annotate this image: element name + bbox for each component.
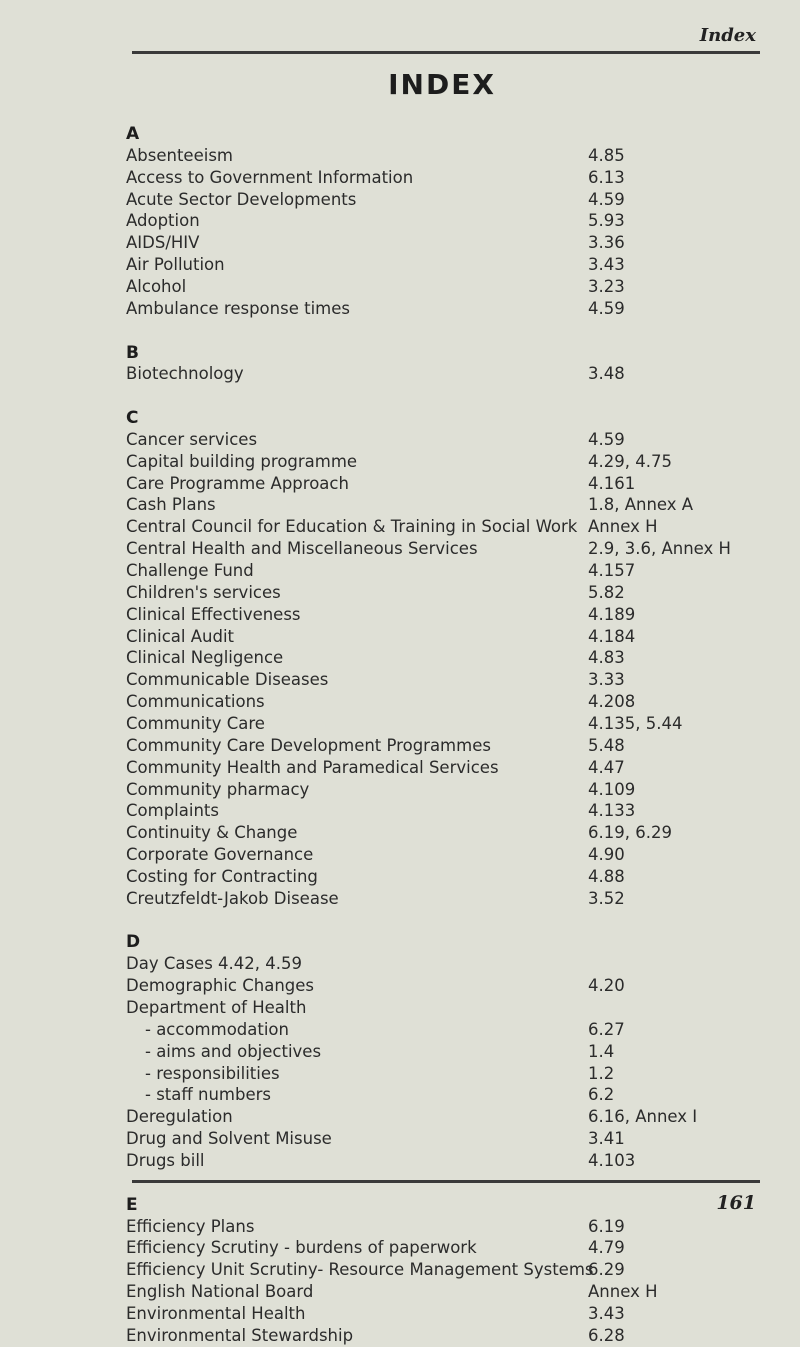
entry-reference: 3.48 xyxy=(588,364,625,384)
index-entry xyxy=(0,473,800,495)
entry-term: Clinical Effectiveness xyxy=(126,604,301,624)
entry-reference: 6.19 xyxy=(588,1216,625,1236)
index-entry xyxy=(0,1041,800,1063)
entry-reference: 3.36 xyxy=(588,233,625,253)
index-entry xyxy=(0,1063,800,1085)
entry-reference: 2.9, 3.6, Annex H xyxy=(588,539,731,559)
index-entry xyxy=(0,167,800,189)
index-entry xyxy=(0,560,800,582)
entry-reference: 4.88 xyxy=(588,866,625,886)
entry-reference: 4.157 xyxy=(588,561,636,580)
index-entry xyxy=(0,647,800,669)
entry-term: Deregulation xyxy=(126,1107,233,1127)
entry-reference: 5.48 xyxy=(588,735,625,755)
index-entry xyxy=(0,1237,800,1259)
entry-reference: 3.33 xyxy=(588,670,625,690)
index-entry xyxy=(0,232,800,254)
index-entry xyxy=(0,276,800,298)
entry-term: Biotechnology xyxy=(126,364,244,384)
index-entry xyxy=(0,189,800,211)
index-entry xyxy=(0,494,800,516)
index-entry xyxy=(0,844,800,866)
entry-reference: 3.43 xyxy=(588,255,625,275)
index-entry xyxy=(0,1084,800,1106)
index-entry xyxy=(0,1150,800,1172)
index-entry xyxy=(0,713,800,735)
entry-reference: 6.27 xyxy=(588,1019,625,1039)
entry-term: Capital building programme xyxy=(126,451,358,471)
entry-reference: 3.52 xyxy=(588,888,625,908)
entry-term: Children's services xyxy=(126,582,281,602)
index-entry xyxy=(0,1019,800,1041)
entry-reference: 4.189 xyxy=(588,604,636,624)
entry-term: Creutzfeldt-Jakob Disease xyxy=(126,888,339,908)
entry-term: Acute Sector Developments xyxy=(126,189,357,209)
entry-term: Community Health and Paramedical Services xyxy=(126,757,499,777)
entry-reference: 4.79 xyxy=(588,1238,625,1258)
index-entry xyxy=(0,429,800,451)
entry-term: Central Health and Miscellaneous Services xyxy=(126,539,478,559)
section-letter-row xyxy=(0,407,800,429)
entry-term: Ambulance response times xyxy=(126,298,350,318)
entry-reference: Annex H xyxy=(588,517,658,537)
index-entry xyxy=(0,800,800,822)
entry-reference: 5.82 xyxy=(588,582,625,602)
entry-term: Absenteeism xyxy=(126,145,233,165)
index-entry xyxy=(0,997,800,1019)
index-entry xyxy=(0,1128,800,1150)
section-letter: D xyxy=(126,932,141,953)
entry-term: Community pharmacy xyxy=(126,779,310,799)
entry-term: Department of Health xyxy=(126,998,307,1017)
index-entry xyxy=(0,254,800,276)
entry-reference: 3.23 xyxy=(588,276,625,296)
index-entry xyxy=(0,145,800,167)
entry-term: Corporate Governance xyxy=(126,845,314,865)
index-entry xyxy=(0,1325,800,1347)
index-entry xyxy=(0,953,800,975)
index-entry xyxy=(0,975,800,997)
index-entry xyxy=(0,691,800,713)
entry-reference: 4.135, 5.44 xyxy=(588,713,683,733)
entry-reference: 4.20 xyxy=(588,976,625,996)
entry-term: Drugs bill xyxy=(126,1150,205,1170)
index-entry xyxy=(0,363,800,385)
entry-term: - responsibilities xyxy=(145,1063,280,1083)
entry-reference: 4.103 xyxy=(588,1150,636,1170)
entry-term: Efficiency Plans xyxy=(126,1216,255,1236)
bottom-rule xyxy=(132,1180,760,1183)
section-letter: E xyxy=(126,1194,138,1215)
section-letter: A xyxy=(126,124,140,144)
entry-term: Costing for Contracting xyxy=(126,866,318,886)
index-entry xyxy=(0,888,800,910)
index-entry xyxy=(0,757,800,779)
entry-reference: 5.93 xyxy=(588,211,625,231)
index-entry xyxy=(0,822,800,844)
entry-term: - staff numbers xyxy=(145,1085,271,1105)
entry-term: Communications xyxy=(126,692,265,712)
section-letter: B xyxy=(126,342,139,363)
entry-reference: 4.59 xyxy=(588,429,625,449)
entry-term: AIDS/HIV xyxy=(126,233,200,253)
entry-term: Continuity & Change xyxy=(126,823,298,843)
entry-term: Demographic Changes xyxy=(126,976,314,996)
entry-term: Clinical Audit xyxy=(126,626,235,646)
entry-term: Efficiency Unit Scrutiny- Resource Management Systems xyxy=(126,1260,594,1280)
entry-term: Care Programme Approach xyxy=(126,473,349,493)
entry-term: - aims and objectives xyxy=(145,1041,322,1061)
section-letter-row xyxy=(0,1194,800,1216)
index-entry xyxy=(0,626,800,648)
entry-reference: 4.83 xyxy=(588,648,625,668)
entry-reference: 4.109 xyxy=(588,779,636,799)
entry-reference: 3.41 xyxy=(588,1129,625,1149)
entry-reference: 4.133 xyxy=(588,801,636,821)
entry-term: Environmental Health xyxy=(126,1303,306,1323)
entry-term: Challenge Fund xyxy=(126,561,254,580)
entry-reference: 6.2 xyxy=(588,1085,615,1105)
entry-reference: 6.19, 6.29 xyxy=(588,823,672,843)
entry-reference: 4.59 xyxy=(588,298,625,318)
index-entry xyxy=(0,669,800,691)
index-entry xyxy=(0,1281,800,1303)
index-entry xyxy=(0,735,800,757)
entry-term: Day Cases 4.42, 4.59 xyxy=(126,954,303,974)
page-number: 161 xyxy=(716,1192,756,1214)
index-entry xyxy=(0,516,800,538)
entry-term: Air Pollution xyxy=(126,255,225,275)
entry-term: Community Care Development Programmes xyxy=(126,735,491,755)
entry-term: Access to Government Information xyxy=(126,167,414,187)
entry-term: Drug and Solvent Misuse xyxy=(126,1129,332,1149)
entry-term: Alcohol xyxy=(126,276,187,296)
entry-reference: 4.161 xyxy=(588,473,636,493)
entry-term: Adoption xyxy=(126,211,200,231)
entry-reference: 4.208 xyxy=(588,692,636,712)
entry-reference: 4.90 xyxy=(588,845,625,865)
entry-reference: 6.28 xyxy=(588,1325,625,1345)
index-entry xyxy=(0,866,800,888)
entry-term: Central Council for Education & Training in Social Work xyxy=(126,517,578,537)
entry-term: Complaints xyxy=(126,801,219,821)
entry-term: Cancer services xyxy=(126,429,258,449)
entry-reference: 1.4 xyxy=(588,1041,615,1061)
entry-term: Communicable Diseases xyxy=(126,670,329,690)
entry-reference: 4.47 xyxy=(588,757,625,777)
entry-reference: 6.16, Annex I xyxy=(588,1107,698,1127)
index-entry xyxy=(0,210,800,232)
entry-reference: 4.184 xyxy=(588,626,636,646)
entry-reference: 6.13 xyxy=(588,167,625,187)
index-entry xyxy=(0,1303,800,1325)
section-letter-row xyxy=(0,123,800,145)
section-letter-row xyxy=(0,342,800,364)
entry-reference: 3.43 xyxy=(588,1303,625,1323)
entry-reference: Annex H xyxy=(588,1282,658,1302)
entry-term: Clinical Negligence xyxy=(126,648,284,668)
section-letter: C xyxy=(126,408,139,429)
index-entry xyxy=(0,779,800,801)
index-entry xyxy=(0,451,800,473)
entry-reference: 1.8, Annex A xyxy=(588,495,694,515)
entry-reference: 1.2 xyxy=(588,1063,615,1083)
index-entry xyxy=(0,1216,800,1238)
entry-reference: 6.29 xyxy=(588,1260,625,1280)
page-title: INDEX xyxy=(388,68,496,101)
entry-term: - accommodation xyxy=(145,1019,289,1039)
index-entry xyxy=(0,1106,800,1128)
index-entry xyxy=(0,538,800,560)
section-letter-row xyxy=(0,931,800,953)
entry-term: Environmental Stewardship xyxy=(126,1325,354,1345)
index-entry xyxy=(0,298,800,320)
entry-reference: 4.59 xyxy=(588,189,625,209)
entry-term: Efficiency Scrutiny - burdens of paperwork xyxy=(126,1238,477,1258)
index-entry xyxy=(0,582,800,604)
entry-reference: 4.85 xyxy=(588,145,625,165)
entry-term: Cash Plans xyxy=(126,495,216,515)
index-entry xyxy=(0,604,800,626)
entry-term: English National Board xyxy=(126,1282,314,1302)
entry-term: Community Care xyxy=(126,713,265,733)
entry-reference: 4.29, 4.75 xyxy=(588,451,672,471)
running-header: Index xyxy=(699,25,756,46)
index-entry xyxy=(0,1259,800,1281)
